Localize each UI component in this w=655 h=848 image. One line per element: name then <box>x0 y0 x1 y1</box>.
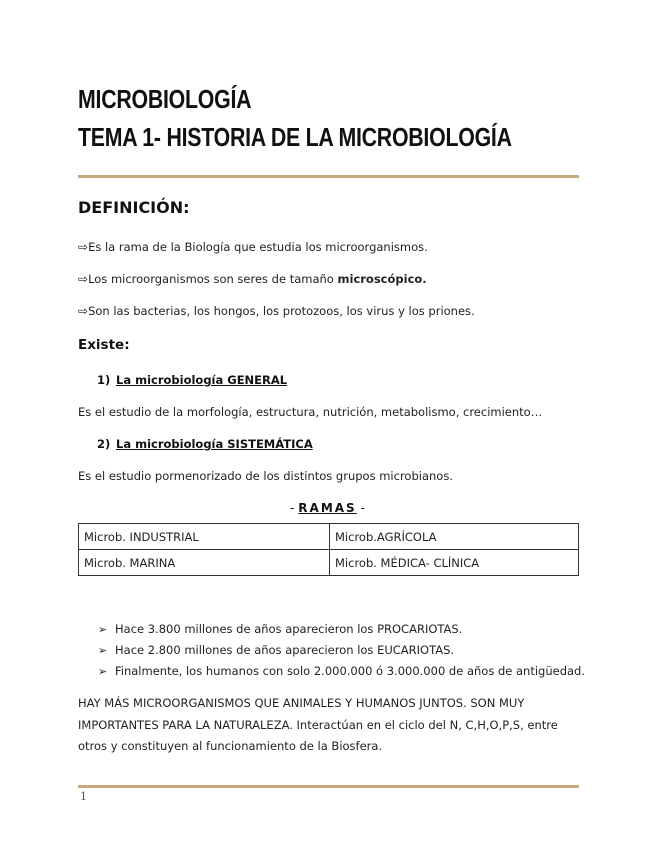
ramas-table <box>78 523 579 576</box>
definition-heading: DEFINICIÓN: <box>78 198 190 217</box>
definition-text: Son las bacterias, los hongos, los protozoos, los virus y los priones. <box>88 304 475 318</box>
table-cell: Microb.AGRÍCOLA <box>330 524 579 550</box>
arrowhead-bullet-icon: ➢ <box>98 665 108 678</box>
closing-paragraph: HAY MÁS MICROORGANISMOS QUE ANIMALES Y HUMANOS JUNTOS. SON MUY IMPORTANTES PARA LA NATURALEZA. Interactúan en el ciclo del N, C,H,O,P,S, entre otros y constituyen al funcionamiento de la Biosfera. <box>78 696 558 753</box>
list-item-text: Hace 2.800 millones de años aparecieron los EUCARIOTAS. <box>115 643 455 657</box>
list-item-text: Finalmente, los humanos con solo 2.000.000 ó 3.000.000 de años de antigüedad. <box>115 664 586 678</box>
list-item <box>98 643 454 657</box>
definition-line-1 <box>78 240 428 254</box>
table-row <box>79 524 579 550</box>
title-line-subject: MICROBIOLOGÍA <box>78 84 252 114</box>
list-item <box>98 664 585 678</box>
arrowhead-bullet-icon: ➢ <box>98 623 108 636</box>
document-title <box>78 80 512 156</box>
arrowhead-bullet-icon: ➢ <box>98 644 108 657</box>
definition-text: Los microorganismos son seres de tamaño <box>88 272 338 286</box>
item-number: 2) <box>97 437 111 451</box>
bottom-divider <box>78 785 579 788</box>
list-item <box>98 622 462 636</box>
list-item-text: Hace 3.800 millones de años aparecieron los PROCARIOTAS. <box>115 622 463 636</box>
item-title: La microbiología SISTEMÁTICA <box>116 437 313 451</box>
table-cell: Microb. INDUSTRIAL <box>79 524 330 550</box>
definition-line-2 <box>78 272 427 286</box>
ramas-dash-right: - <box>356 501 365 515</box>
item-description-general: Es el estudio de la morfología, estructura, nutrición, metabolismo, crecimiento… <box>78 405 543 419</box>
definition-line-3 <box>78 304 475 318</box>
arrow-right-icon: ⇨ <box>78 240 89 254</box>
existe-heading: Existe: <box>78 337 130 353</box>
top-divider <box>78 175 579 178</box>
numbered-item-sistematica <box>97 437 313 451</box>
numbered-item-general <box>97 373 287 387</box>
table-cell: Microb. MARINA <box>79 550 330 576</box>
arrow-right-icon: ⇨ <box>78 272 89 286</box>
definition-text: Es la rama de la Biología que estudia los microorganismos. <box>88 240 428 254</box>
definition-bold-term: microscópico. <box>337 272 427 286</box>
item-number: 1) <box>97 373 111 387</box>
arrow-right-icon: ⇨ <box>78 304 89 318</box>
ramas-dash-left: - <box>290 501 299 515</box>
table-row <box>79 550 579 576</box>
title-line-topic: TEMA 1- HISTORIA DE LA MICROBIOLOGÍA <box>78 122 512 152</box>
table-cell: Microb. MÉDICA- CLÍNICA <box>330 550 579 576</box>
ramas-heading <box>0 501 655 515</box>
ramas-label: RAMAS <box>298 501 357 515</box>
item-description-sistematica: Es el estudio pormenorizado de los distintos grupos microbianos. <box>78 469 453 483</box>
item-title: La microbiología GENERAL <box>116 373 288 387</box>
page-number: 1 <box>80 790 87 803</box>
